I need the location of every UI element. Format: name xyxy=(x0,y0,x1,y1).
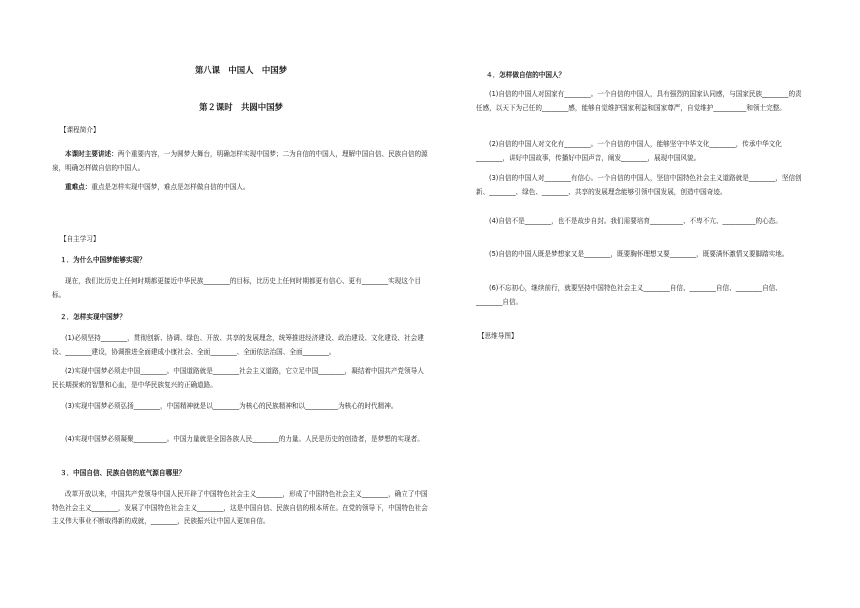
question-4-item-5: (5)自信的中国人既是梦想家又是________，既要胸怀理想又要________，既要满怀激情又要脚踏实地。 xyxy=(489,250,789,258)
course-intro-label: 【课程简介】 xyxy=(60,126,100,134)
main-content-paragraph xyxy=(52,148,430,175)
question-2-item-3: (3)实现中国梦必须弘扬________，中国精神就是以________为核心的民族精神和以__________为核心的时代精神。 xyxy=(65,402,398,410)
main-content-label: 本课时主要讲述： xyxy=(65,150,118,158)
question-4-item-2: (2)自信的中国人对文化有________。一个自信的中国人，能够坚守中华文化________，传承中华文化________，讲好中国故事，传播好中国声音，阐发________，展现中国风貌。 xyxy=(476,140,782,162)
question-1-heading: １．为什么中国梦能够实现？ xyxy=(60,256,146,264)
key-points-label: 重难点： xyxy=(65,183,92,191)
question-2-item-2: (2)实现中国梦必须走中国________。中国道路就是________社会主义道路，它立足中国________，凝结着中国共产党领导人民长期探索的智慧和心血，是中华民族复兴的正确道路。 xyxy=(52,367,424,389)
question-2-item-1: (1)必须坚持________，贯彻创新、协调、绿色、开放、共享的发展理念，统筹推进经济建设、政治建设、文化建设、社会建设、________建设，协调推进全面建成小康社会、全面________、全面依法治国、全面________。 xyxy=(52,334,424,356)
question-4-item-6: (6)不忘初心，继续前行，就要坚持中国特色社会主义________自信、________自信、________自信、________自信。 xyxy=(476,284,782,306)
question-4-item-3: (3)自信的中国人对________有信心。一个自信的中国人，坚信中国特色社会主义道路就是________，坚信创新、________、绿色、________、共享的发展理念能够引领中国发展，创造中国奇迹。 xyxy=(476,174,802,196)
question-4-item-4: (4)自信不是________，也不是故步自封。我们需要培育__________、不卑不亢、__________的心态。 xyxy=(489,217,782,225)
lesson-subtitle: 第２课时 共圆中国梦 xyxy=(199,102,283,112)
question-3-text: 改革开放以来，中国共产党领导中国人民开辟了中国特色社会主义________，形成了中国特色社会主义________，确立了中国特色社会主义________，发展了中国特色社会主义________，这是中国自信、民族自信的根本所在。在党的领导下，中国特色社会主义伟大事业不断取得新的成就，________，民族振兴让中国人更加自信。 xyxy=(52,490,428,525)
self-study-label: 【自主学习】 xyxy=(60,235,100,243)
key-points-paragraph xyxy=(52,181,430,195)
question-4-item-1: (1)自信的中国人对国家有________。一个自信的中国人，具有强烈的国家认同感，与国家民族________的责任感，以天下为己任的________感，能够自觉维护国家利益和国家尊严，自觉维护__________和领土完整。 xyxy=(476,90,802,112)
main-content-text: 两个重要内容，一为圆梦大舞台，明确怎样实现中国梦；二为自信的中国人，理解中国自信、民族自信的源泉，明确怎样做自信的中国人。 xyxy=(52,150,428,172)
question-4-heading: ４．怎样做自信的中国人？ xyxy=(486,71,566,79)
mind-map-label: 【思维导图】 xyxy=(478,332,518,340)
question-2-item-4: (4)实现中国梦必须凝聚__________。中国力量就是全国各族人民________的力量。人民是历史的创造者，是梦想的实现者。 xyxy=(65,435,424,443)
key-points-text: 重点是怎样实现中国梦，难点是怎样做自信的中国人。 xyxy=(91,183,250,191)
question-1-text: 现在，我们比历史上任何时期都更接近中华民族________的目标，比历史上任何时期都更有信心、更有________实现这个目标。 xyxy=(52,277,422,299)
question-3-heading: ３．中国自信、民族自信的底气源自哪里？ xyxy=(60,469,186,477)
question-2-heading: ２．怎样实现中国梦？ xyxy=(60,313,126,321)
lesson-title: 第八课 中国人 中国梦 xyxy=(194,65,288,75)
